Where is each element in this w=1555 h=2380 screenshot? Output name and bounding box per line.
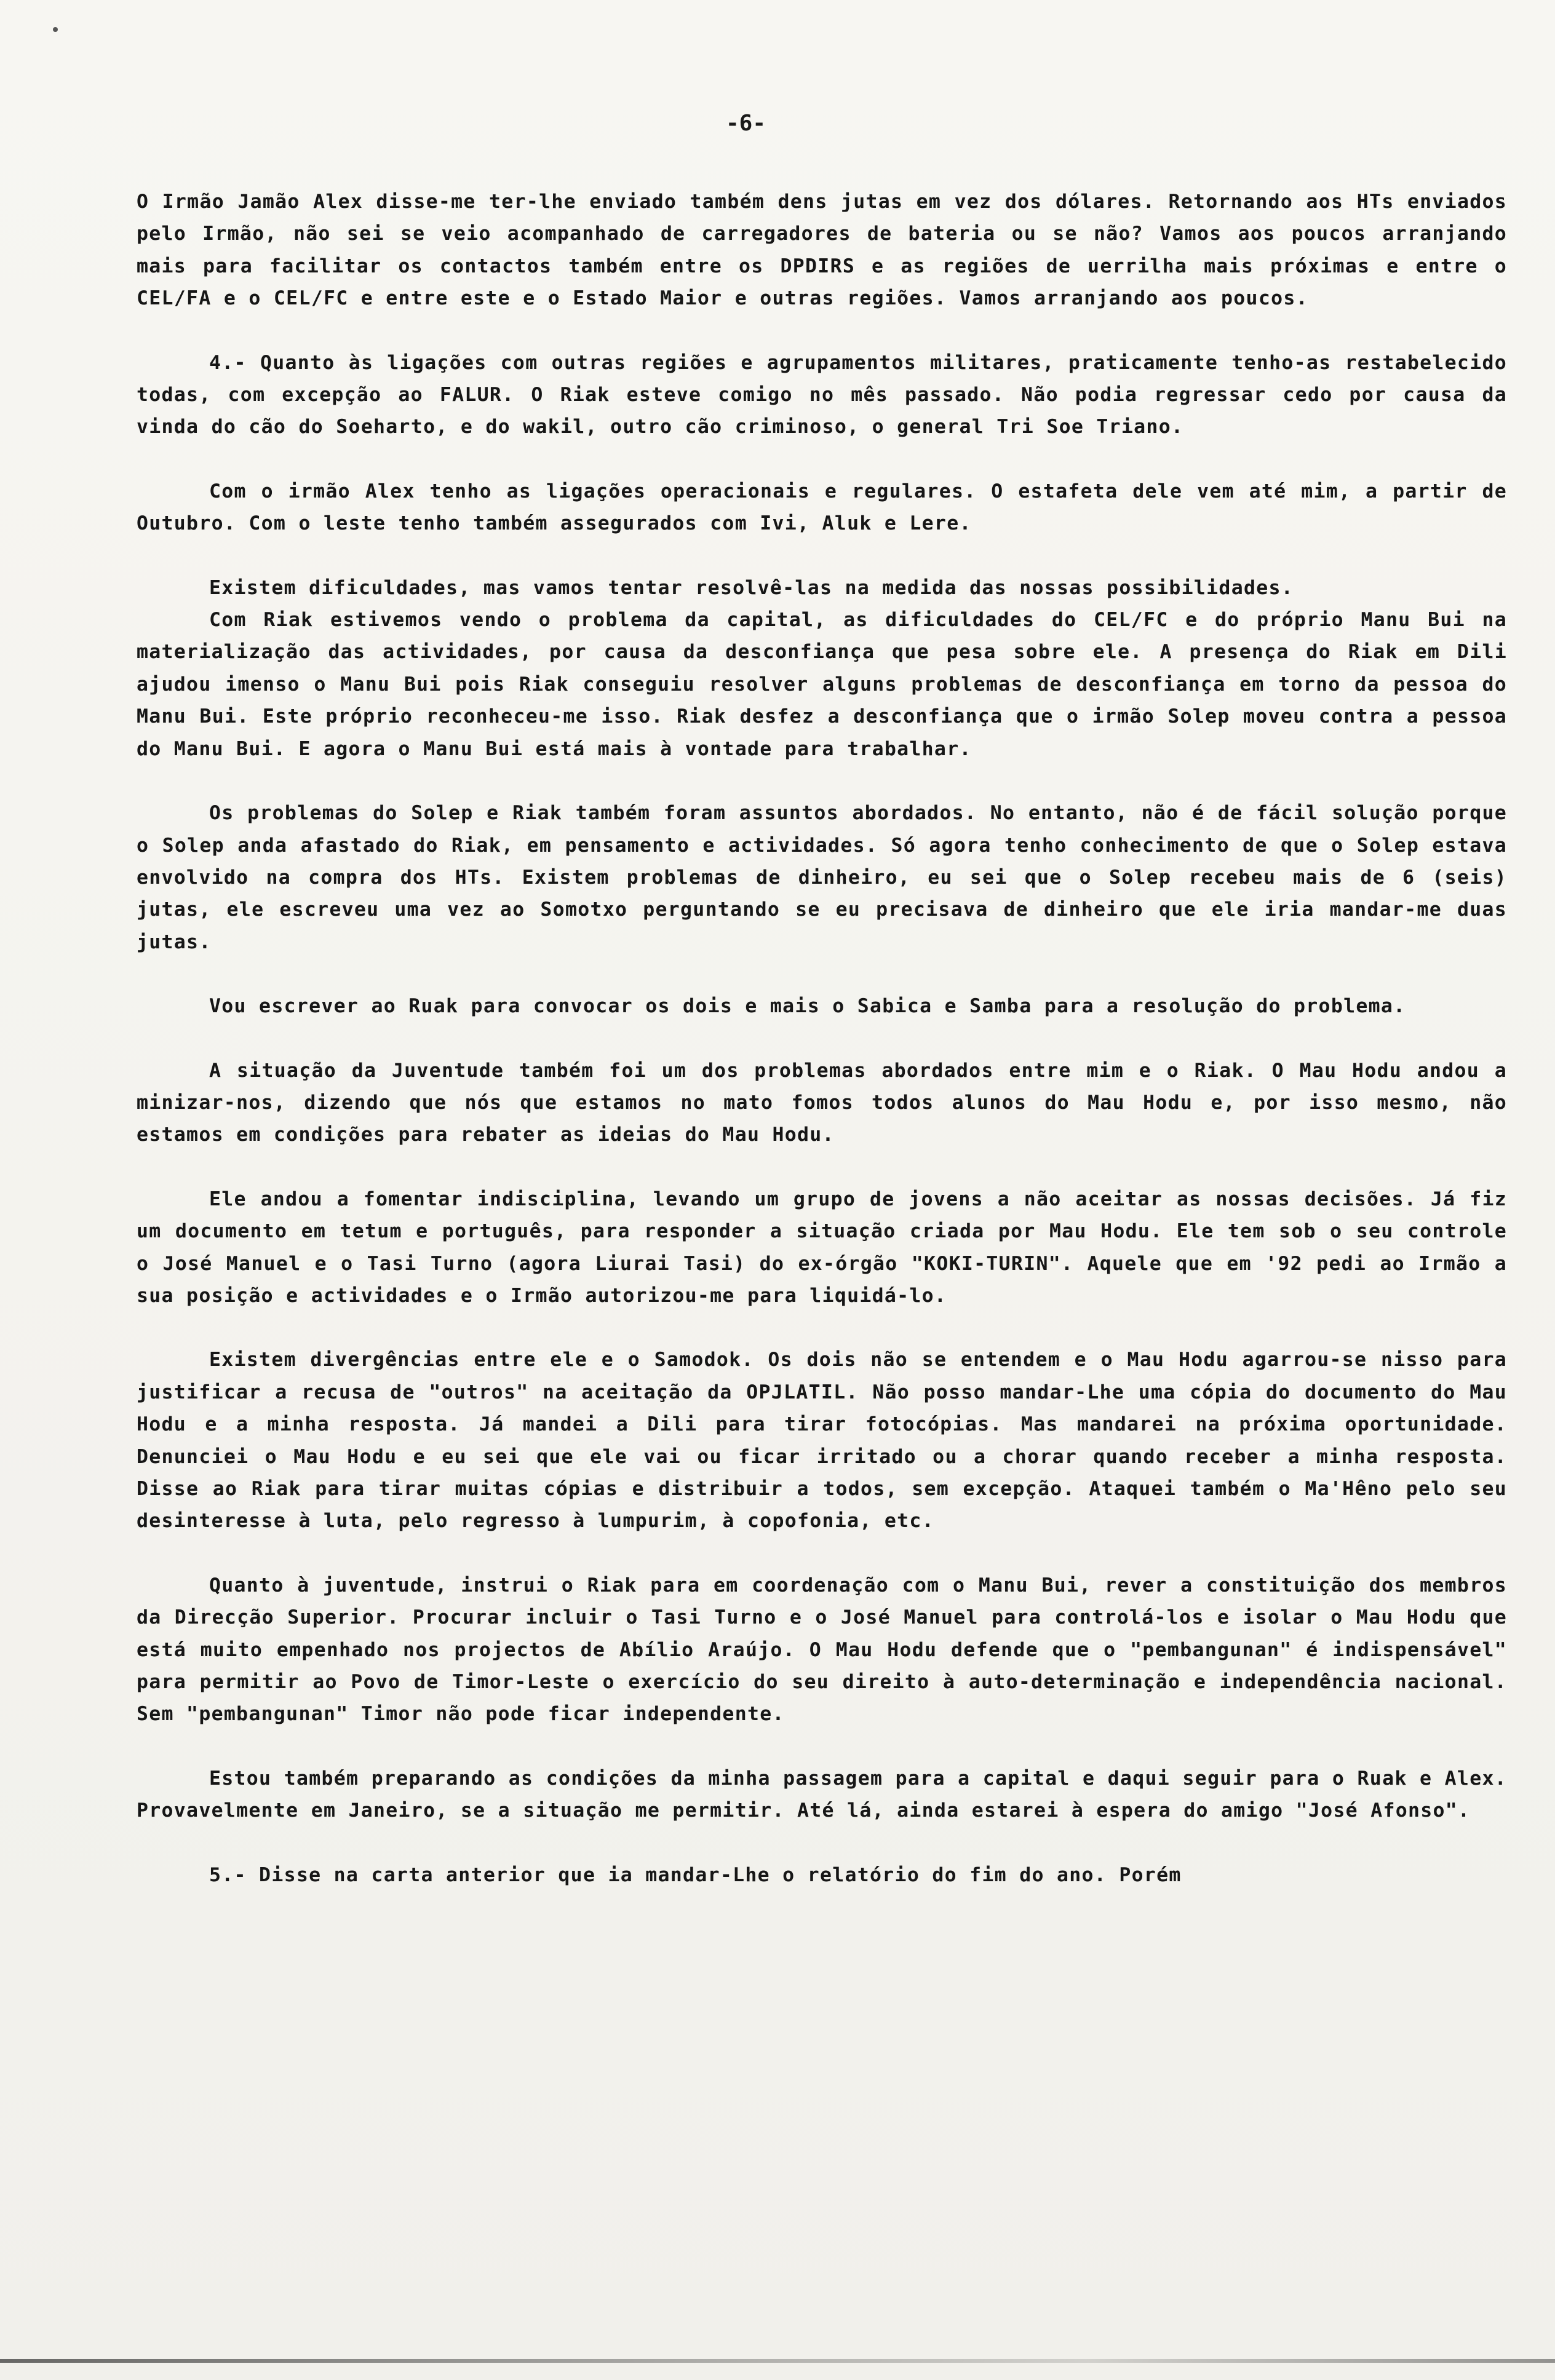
paragraph-year-end-report: 5.- Disse na carta anterior que ia mandar-Lhe o relatório do fim do ano. Porém bbox=[209, 1863, 1182, 1886]
paragraph-youth-instructions: Quanto à juventude, instrui o Riak para em coordenação com o Manu Bui, rever a constituição dos membros da Direcção Superior. Procurar incluir o Tasi Turno e o José Manuel para controlá-los e isolar o Mau Hodu que está muito empenhado nos projectos de Abílio Araújo. O Mau Hodu defende que o "pembangunan" é indispensável" para permitir ao Povo de Timor-Leste o exercício do seu direito à auto-determinação e independência nacional. Sem "pembangunan" Timor não pode ficar independente. bbox=[137, 1574, 1507, 1726]
paragraph-solep-riak: Os problemas do Solep e Riak também foram assuntos abordados. No entanto, não é de fácil solução porque o Solep anda afastado do Riak, em pensamento e actividades. Só agora tenho conhecimento de que o Solep estava envolvido na compra dos HTs. Existem problemas de dinheiro, eu sei que o Solep recebeu mais de 6 (seis) jutas, ele escreveu uma vez ao Somotxo perguntando se eu precisava de dinheiro que ele iria mandar-me duas jutas. bbox=[137, 802, 1507, 953]
paragraph-indiscipline: Ele andou a fomentar indisciplina, levando um grupo de jovens a não aceitar as nossas decisões. Já fiz um documento em tetum e português, para responder a situação criada por Mau Hodu. Ele tem sob o seu controle o José Manuel e o Tasi Turno (agora Liurai Tasi) do ex-órgão "KOKI-TURIN". Aquele que em '92 pedi ao Irmão a sua posição e actividades e o Irmão autorizou-me para liquidá-lo. bbox=[137, 1188, 1507, 1307]
letter-body bbox=[137, 186, 1507, 1891]
paragraph-military-liaisons: 4.- Quanto às ligações com outras regiões e agrupamentos militares, praticamente tenho-as restabelecido todas, com excepção ao FALUR. O Riak esteve comigo no mês passado. Não podia regressar cedo por causa da vinda do cão do Soeharto, e do wakil, outro cão criminoso, o general Tri Soe Triano. bbox=[137, 351, 1507, 438]
paragraph-ht-radios: O Irmão Jamão Alex disse-me ter-lhe enviado também dens jutas em vez dos dólares. Retornando aos HTs enviados pelo Irmão, não sei se veio acompanhado de carregadores de bateria ou se não? Vamos aos poucos arranjando mais para facilitar os contactos também entre os DPDIRS e as regiões de uerrilha mais próximas e entre o CEL/FA e o CEL/FC e entre este e o Estado Maior e outras regiões. Vamos arranjando aos poucos. bbox=[137, 191, 1507, 310]
scan-bottom-edge bbox=[0, 2359, 1555, 2363]
paragraph-divergences: Existem divergências entre ele e o Samodok. Os dois não se entendem e o Mau Hodu agarrou-se nisso para justificar a recusa de "outros" na aceitação da OPJLATIL. Não posso mandar-Lhe uma cópia do documento do Mau Hodu e a minha resposta. Já mandei a Dili para tirar fotocópias. Mas mandarei na próxima oportunidade. Denunciei o Mau Hodu e eu sei que ele vai ou ficar irritado ou a chorar quando receber a minha resposta. Disse ao Riak para tirar muitas cópias e distribuir a todos, sem excepção. Ataquei também o Ma'Hêno pelo seu desinteresse à luta, pelo regresso à lumpurim, à copofonia, etc. bbox=[137, 1349, 1507, 1533]
paragraph-difficulties: Existem dificuldades, mas vamos tentar resolvê-las na medida das nossas possibilidades. bbox=[209, 576, 1294, 599]
paragraph-youth-situation: A situação da Juventude também foi um dos problemas abordados entre mim e o Riak. O Mau Hodu andou a minizar-nos, dizendo que nós que estamos no mato fomos todos alunos do Mau Hodu e, por isso mesmo, não estamos em condições para rebater as ideias do Mau Hodu. bbox=[137, 1059, 1507, 1146]
paragraph-capital-problem: Com Riak estivemos vendo o problema da capital, as dificuldades do CEL/FC e do próprio Manu Bui na materialização das actividades, por causa da desconfiança que pesa sobre ele. A presença do Riak em Dili ajudou imenso o Manu Bui pois Riak conseguiu resolver alguns problemas de desconfiança em torno da pessoa do Manu Bui. Este próprio reconheceu-me isso. Riak desfez a desconfiança que o irmão Solep moveu contra a pessoa do Manu Bui. E agora o Manu Bui está mais à vontade para trabalhar. bbox=[137, 609, 1507, 760]
scan-speck bbox=[53, 27, 58, 32]
paragraph-travel-plans: Estou também preparando as condições da minha passagem para a capital e daqui seguir para o Ruak e Alex. Provavelmente em Janeiro, se a situação me permitir. Até lá, ainda estarei à espera do amigo "José Afonso". bbox=[137, 1767, 1507, 1822]
paragraph-alex-liaison: Com o irmão Alex tenho as ligações operacionais e regulares. O estafeta dele vem até mim, a partir de Outubro. Com o leste tenho também assegurados com Ivi, Aluk e Lere. bbox=[137, 480, 1507, 535]
paragraph-ruak-convocation: Vou escrever ao Ruak para convocar os dois e mais o Sabica e Samba para a resolução do problema. bbox=[209, 995, 1406, 1018]
page-number: -6- bbox=[726, 111, 766, 136]
